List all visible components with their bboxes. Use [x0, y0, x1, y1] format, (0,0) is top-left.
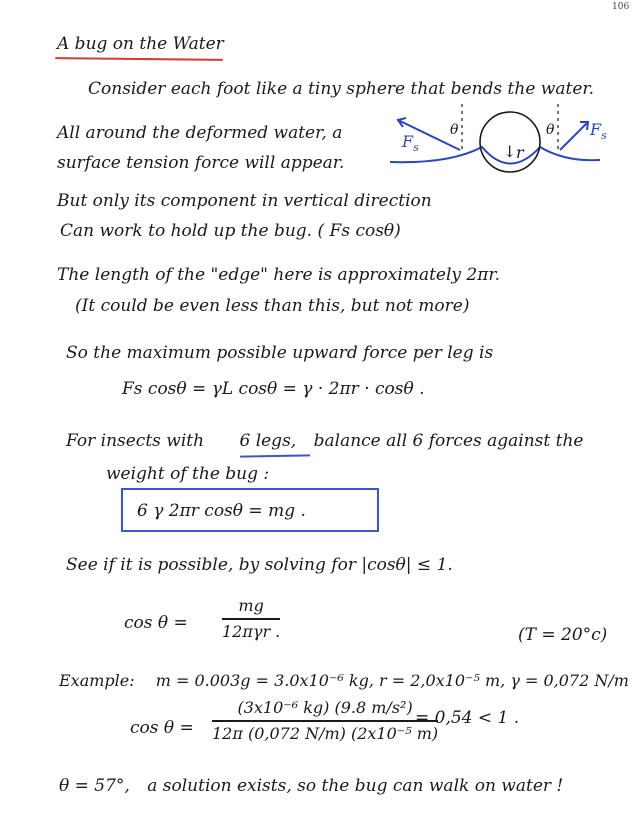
solution-numerator: mg — [238, 596, 264, 615]
solution-fraction — [222, 596, 280, 642]
para1-line1: All around the deformed water, a — [57, 123, 343, 143]
para3-line2: (It could be even less than this, but not more) — [75, 296, 470, 316]
example-line — [59, 670, 629, 692]
theta-label-right: θ — [546, 122, 555, 138]
boxed-equation — [121, 488, 379, 532]
solution-lhs: cos θ = — [124, 613, 188, 633]
para5-pre: For insects with — [66, 431, 205, 451]
calc-numerator: (3x10⁻⁶ kg) (9.8 m/s²) — [237, 698, 413, 717]
para4-line1: So the maximum possible upward force per leg is — [66, 343, 494, 363]
conclusion-text: a solution exists, so the bug can walk on water ! — [147, 776, 564, 796]
force-label-left: $F_s$ — [402, 132, 419, 155]
calc-result: = 0,54 < 1 . — [415, 708, 520, 728]
para2-line1: But only its component in vertical direction — [57, 191, 432, 211]
calc-fraction-bar — [212, 720, 438, 722]
intro-line: Consider each foot like a tiny sphere that bends the water. — [88, 79, 595, 99]
page-title: A bug on the Water — [57, 34, 224, 54]
para1-line2: surface tension force will appear. — [57, 153, 345, 173]
conclusion-angle: θ = 57°, — [59, 776, 130, 796]
solution-fraction-bar — [222, 618, 280, 620]
boxed-equation-text: 6 γ 2πr cosθ = mg . — [137, 501, 306, 521]
calc-denominator: 12π (0,072 N/m) (2x10⁻⁵ m) — [212, 723, 439, 743]
para6-line: See if it is possible, by solving for |cosθ| ≤ 1. — [66, 555, 453, 575]
force-arrow-right — [560, 122, 588, 150]
para3-line1: The length of the "edge" here is approximately 2πr. — [57, 265, 501, 285]
legs-count: 6 legs, — [239, 431, 297, 451]
para5-line2: weight of the bug : — [106, 464, 270, 484]
para5-line1 — [66, 430, 583, 452]
para5-post: balance all 6 forces against the — [313, 431, 584, 451]
force-label-right: $F_s$ — [590, 120, 607, 143]
theta-label-left: θ — [450, 122, 459, 138]
radius-label: r — [516, 143, 524, 162]
example-values: m = 0.003g = 3.0x10⁻⁶ kg, r = 2,0x10⁻⁵ m, γ = 0,072 N/m — [155, 671, 629, 690]
water-surface-curve — [390, 147, 600, 164]
conclusion-line — [59, 775, 563, 797]
para2-line2: Can work to hold up the bug. ( Fs cosθ) — [60, 221, 401, 241]
calc-lhs: cos θ = — [130, 718, 194, 738]
title-underline — [55, 57, 223, 61]
legs-underline — [240, 454, 310, 457]
calc-fraction — [212, 698, 438, 744]
page-number: 106 — [612, 2, 630, 12]
radius-arrow: ↓ — [503, 142, 517, 161]
temperature-note: (T = 20°c) — [518, 625, 608, 645]
para4-equation: Fs cosθ = γL cosθ = γ · 2πr · cosθ . — [122, 379, 425, 399]
example-label: Example: — [59, 671, 135, 690]
solution-denominator: 12πγr . — [222, 621, 281, 641]
